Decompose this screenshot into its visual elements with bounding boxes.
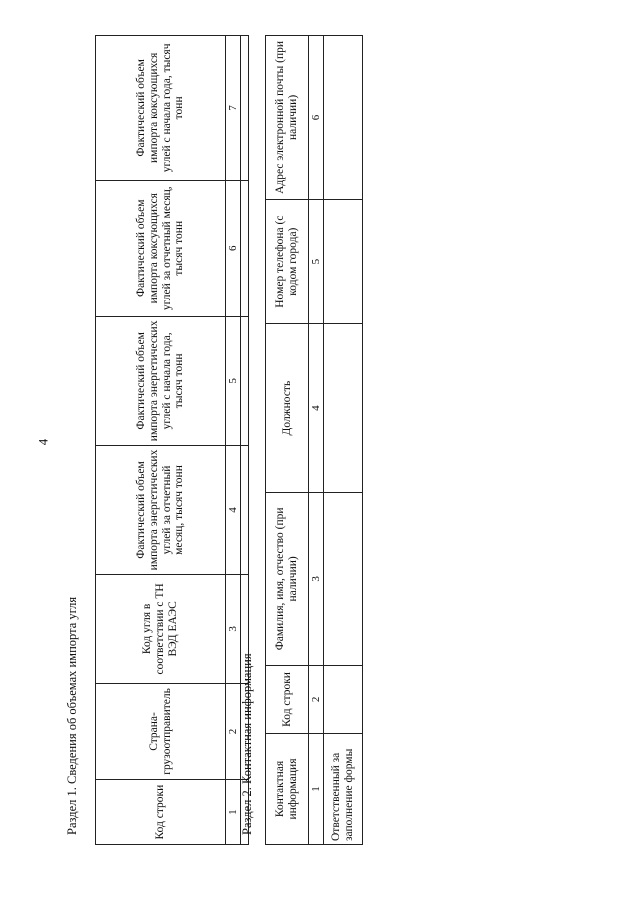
empty-cell [324,492,363,665]
header-coking-month: Фактический объем импорта коксующихся углей за отчетный месяц, тысяч тонн [96,180,226,316]
header-coal-code: Код угля в соответствии с ТН ВЭД ЕАЭС [96,575,226,684]
header-email: Адрес электронной почты (при наличии) [266,36,309,200]
header-position: Должность [266,324,309,492]
col-number: 1 [309,733,324,844]
import-table [95,35,249,845]
col-number: 2 [309,665,324,733]
empty-cell [324,324,363,492]
header-shipper-country: Страна-грузоотправитель [96,683,226,780]
contact-table [265,35,363,845]
header-energy-ytd: Фактический объем импорта энергетических углей с начала года, тысяч тонн [96,316,226,445]
empty-cell [324,199,363,324]
header-row [266,36,309,845]
empty-cell [241,445,249,574]
column-numbers-row [309,36,324,845]
empty-cell [241,180,249,316]
col-number: 3 [309,492,324,665]
col-number: 6 [309,36,324,200]
col-number: 3 [226,575,241,684]
header-coking-ytd: Фактический объем импорта коксующихся углей с начала года, тысяч тонн [96,36,226,181]
col-number: 5 [309,199,324,324]
col-number: 7 [226,36,241,181]
header-row-code: Код строки [96,780,226,845]
responsible-row [324,36,363,845]
col-number: 1 [226,780,241,845]
section2-title: Раздел 2. Контактная информация [240,653,254,835]
page-number: 4 [35,438,51,446]
header-full-name: Фамилия, имя, отчество (при наличии) [266,492,309,665]
header-row [96,36,226,845]
empty-cell [324,36,363,200]
column-numbers-row [226,36,241,845]
empty-cell [324,665,363,733]
header-row-code: Код строки [266,665,309,733]
header-contact-info: Контактная информация [266,733,309,844]
empty-cell [241,36,249,181]
col-number: 5 [226,316,241,445]
header-energy-month: Фактический объем импорта энергетических углей за отчетный месяц, тысяч тонн [96,445,226,574]
empty-cell [241,316,249,445]
col-number: 4 [309,324,324,492]
header-phone: Номер телефона (с кодом города) [266,199,309,324]
col-number: 2 [226,683,241,780]
section1-title: Раздел 1. Сведения об объемах импорта угля [65,596,79,835]
responsible-label: Ответственный за заполнение формы [324,733,363,844]
col-number: 4 [226,445,241,574]
col-number: 6 [226,180,241,316]
